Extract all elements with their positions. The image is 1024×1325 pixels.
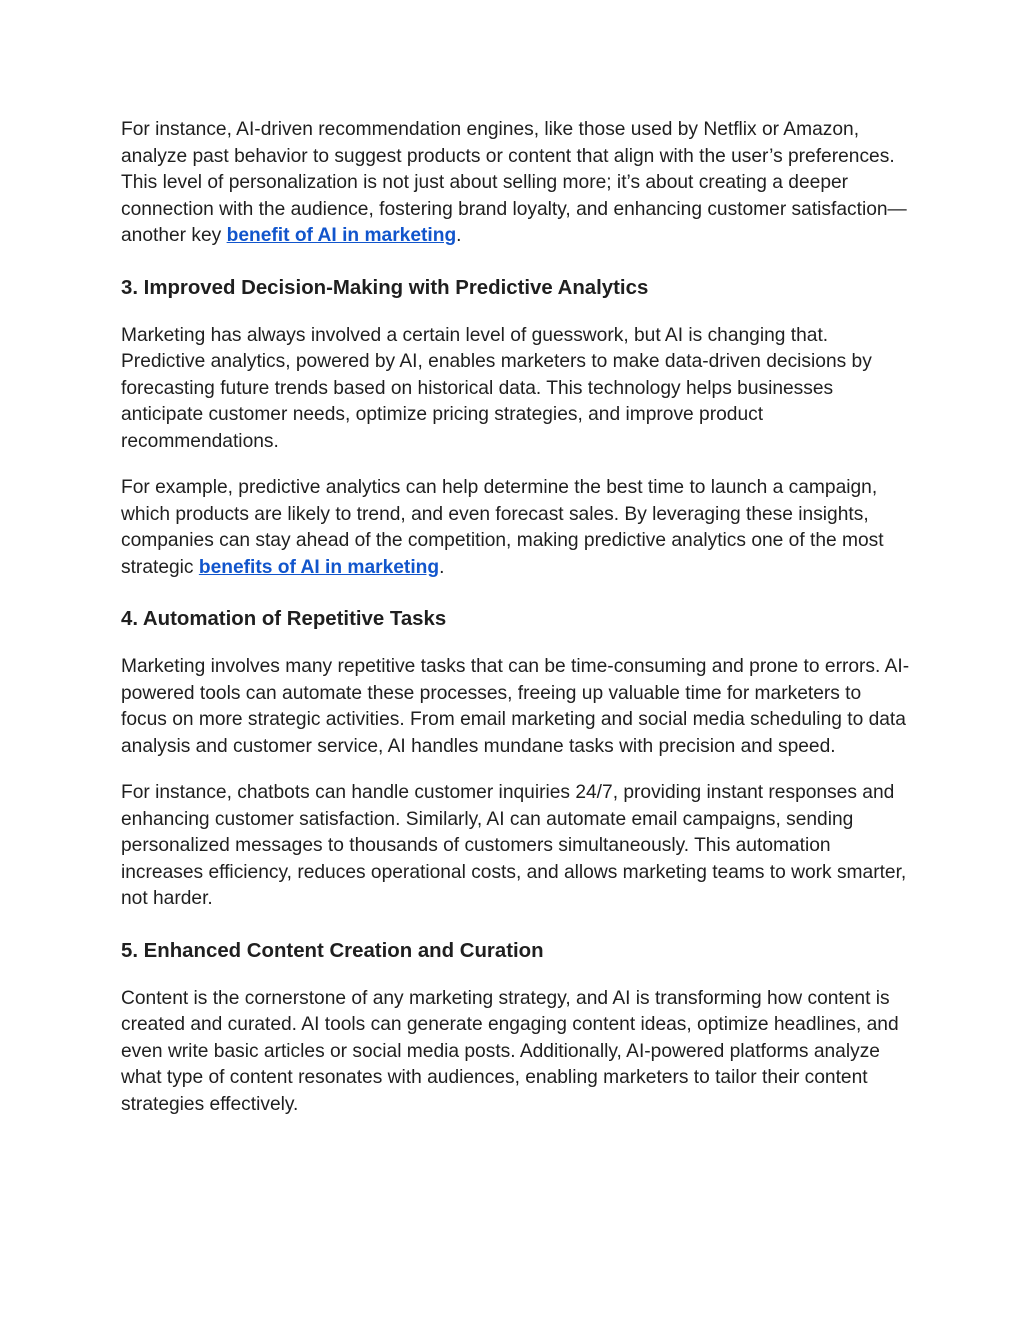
paragraph-automation-intro: Marketing involves many repetitive tasks that can be time-consuming and prone to errors. AI-powered tools can automate these processes, freeing up valuable time for marketers to focus on more strategic activities. From email marketing and social media scheduling to data analysis and customer service, AI handles mundane tasks with precision and speed. <box>121 656 910 757</box>
document-page <box>121 117 911 1138</box>
heading-predictive-analytics: 3. Improved Decision-Making with Predictive Analytics <box>121 276 649 299</box>
paragraph-text: For instance, AI-driven recommendation engines, like those used by Netflix or Amazon, analyze past behavior to suggest products or content that align with the user’s preferences. This level of personalization is not just about selling more; it’s about creating a deeper connection with the audience, fostering brand loyalty, and enhancing customer satisfaction—another key <box>121 119 907 246</box>
benefit-of-ai-link[interactable]: benefit of AI in marketing <box>226 225 457 246</box>
paragraph-end: . <box>439 556 445 578</box>
heading-automation: 4. Automation of Repetitive Tasks <box>121 608 447 630</box>
paragraph-text: For example, predictive analytics can help determine the best time to launch a campaign, which products are likely to trend, and even forecast sales. By leveraging these insights, companies can stay ahead of the competition, making predictive analytics one of the most strategic <box>121 477 884 578</box>
paragraph-predictive-intro: Marketing has always involved a certain level of guesswork, but AI is changing that. Predictive analytics, powered by AI, enables marketers to make data-driven decisions by forecasting future trends based on historical data. This technology helps businesses anticipate customer needs, optimize pricing strategies, and improve product recommendations. <box>121 324 872 452</box>
paragraph-end: . <box>456 225 462 246</box>
paragraph-personalization <box>121 117 911 250</box>
benefits-of-ai-link[interactable]: benefits of AI in marketing <box>198 556 440 578</box>
paragraph-content-creation: Content is the cornerstone of any marketing strategy, and AI is transforming how content is created and curated. AI tools can generate engaging content ideas, optimize headlines, and even write basic articles or social media posts. Additionally, AI-powered platforms analyze what type of content resonates with audiences, enabling marketers to tailor their content strategies effectively. <box>121 987 899 1115</box>
paragraph-predictive-example <box>121 475 911 581</box>
paragraph-automation-example: For instance, chatbots can handle customer inquiries 24/7, providing instant responses and enhancing customer satisfaction. Similarly, AI can automate email campaigns, sending personalized messages to thousands of customers simultaneously. This automation increases efficiency, reduces operational costs, and allows marketing teams to work smarter, not harder. <box>121 782 907 909</box>
heading-content-creation: 5. Enhanced Content Creation and Curation <box>121 939 544 962</box>
